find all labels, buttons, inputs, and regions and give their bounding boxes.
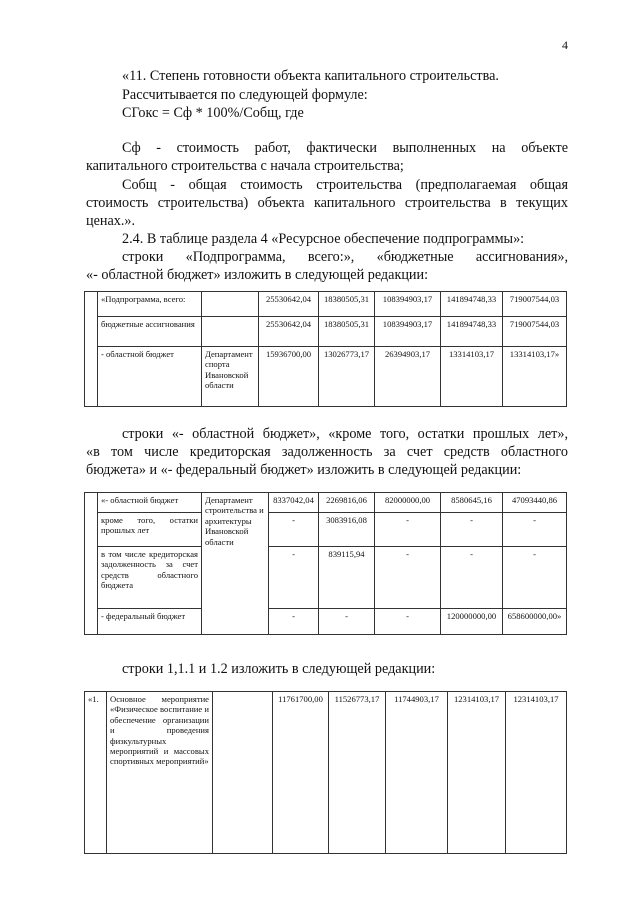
table1-row2-v2: 18380505,31 xyxy=(319,317,375,347)
table2-row3-v5: - xyxy=(503,547,567,609)
table1-row1-v3: 108394903,17 xyxy=(375,292,441,317)
table3-row-v2: 11526773,17 xyxy=(329,692,386,854)
intro2-line2: «в том числе кредиторская задолженность за счет средств областного xyxy=(86,444,568,460)
table-3 xyxy=(84,691,567,854)
table2-row2-v4: - xyxy=(441,513,503,547)
table1-row3-v2: 13026773,17 xyxy=(319,347,375,407)
table2-row1-v5: 47093440,86 xyxy=(503,493,567,513)
sobsh-definition-line3: ценах.». xyxy=(86,213,136,229)
table2-row1-v3: 82000000,00 xyxy=(375,493,441,513)
table2-row2-v3: - xyxy=(375,513,441,547)
table1-row1-executor xyxy=(202,292,259,317)
table1-row1-v2: 18380505,31 xyxy=(319,292,375,317)
sf-definition-line2: капитального строительства с начала строительства; xyxy=(86,158,404,174)
table1-row3-v4: 13314103,17 xyxy=(441,347,503,407)
table2-row2-name: кроме того, остатки прошлых лет xyxy=(98,513,202,547)
sf-definition-line1: Сф - стоимость работ, фактически выполненных на объекте xyxy=(122,140,568,156)
table3-row-number: «1. xyxy=(85,692,107,854)
section-11-heading: «11. Степень готовности объекта капитального строительства. xyxy=(122,68,499,84)
intro2-line3: бюджета» и «- федеральный бюджет» изложить в следующей редакции: xyxy=(86,462,522,478)
table3-row-v3: 11744903,17 xyxy=(386,692,448,854)
table1-left-margin-cell xyxy=(85,292,98,407)
table1-row3-v1: 15936700,00 xyxy=(259,347,319,407)
table2-executor: Департамент строительства и архитектуры Ивановской области xyxy=(202,493,269,635)
table2-row4-v1: - xyxy=(269,609,319,635)
table2-row3-v3: - xyxy=(375,547,441,609)
table2-row1-name: «- областной бюджет xyxy=(98,493,202,513)
table-row xyxy=(85,609,567,635)
table-row xyxy=(85,692,567,854)
sobsh-definition-line2: стоимость строительства) объекта капитального строительства в текущих xyxy=(86,195,568,211)
table2-row4-v2: - xyxy=(319,609,375,635)
table3-row-v4: 12314103,17 xyxy=(448,692,506,854)
table1-row2-v4: 141894748,33 xyxy=(441,317,503,347)
table3-row-v1: 11761700,00 xyxy=(273,692,329,854)
table1-row3-name: - областной бюджет xyxy=(98,347,202,407)
table2-row3-v4: - xyxy=(441,547,503,609)
table2-row1-v1: 8337042,04 xyxy=(269,493,319,513)
table2-row1-v2: 2269816,06 xyxy=(319,493,375,513)
table-1 xyxy=(84,291,567,407)
table2-row4-v3: - xyxy=(375,609,441,635)
table-row xyxy=(85,317,567,347)
table3-row-name: Основное мероприятие «Физическое воспитание и обеспечение организации и проведения физкультурных мероприятий и массовых спортивных мероприятий» xyxy=(107,692,213,854)
table1-row2-v1: 25530642,04 xyxy=(259,317,319,347)
sobsh-definition-line1: Собщ - общая стоимость строительства (предполагаемая общая xyxy=(122,177,568,193)
intro1-line2: «- областной бюджет» изложить в следующей редакции: xyxy=(86,267,429,283)
table2-row3-v1: - xyxy=(269,547,319,609)
table2-left-margin-cell xyxy=(85,493,98,635)
table1-row1-v4: 141894748,33 xyxy=(441,292,503,317)
table2-row2-v5: - xyxy=(503,513,567,547)
table1-row1-v5: 719007544,03 xyxy=(503,292,567,317)
table1-row3-v5: 13314103,17» xyxy=(503,347,567,407)
item-2-4: 2.4. В таблице раздела 4 «Ресурсное обеспечение подпрограммы»: xyxy=(122,231,525,247)
table2-row2-v2: 3083916,08 xyxy=(319,513,375,547)
intro2-line1: строки «- областной бюджет», «кроме того, остатки прошлых лет», xyxy=(122,426,568,442)
table2-row1-v4: 8580645,16 xyxy=(441,493,503,513)
formula: СГокс = Сф * 100%/Собщ, где xyxy=(122,105,304,121)
table3-row-v5: 12314103,17 xyxy=(506,692,567,854)
table1-row2-v3: 108394903,17 xyxy=(375,317,441,347)
table2-row4-v5: 658600000,00» xyxy=(503,609,567,635)
table2-row3-v2: 839115,94 xyxy=(319,547,375,609)
table2-row2-v1: - xyxy=(269,513,319,547)
table3-row-executor xyxy=(213,692,273,854)
table1-row2-v5: 719007544,03 xyxy=(503,317,567,347)
table2-row3-name: в том числе кредиторская задолженность за счет средств областного бюджета xyxy=(98,547,202,609)
table1-row3-executor: Департамент спорта Ивановской области xyxy=(202,347,259,407)
table1-row2-name: бюджетные ассигнования xyxy=(98,317,202,347)
table1-row1-v1: 25530642,04 xyxy=(259,292,319,317)
page-number: 4 xyxy=(562,38,568,52)
table1-row3-v3: 26394903,17 xyxy=(375,347,441,407)
table-row xyxy=(85,547,567,609)
calc-note: Рассчитывается по следующей формуле: xyxy=(122,87,368,103)
table1-row2-executor xyxy=(202,317,259,347)
table1-row1-name: «Подпрограмма, всего: xyxy=(98,292,202,317)
table2-row4-v4: 120000000,00 xyxy=(441,609,503,635)
intro3: строки 1,1.1 и 1.2 изложить в следующей редакции: xyxy=(122,661,436,677)
table-row xyxy=(85,347,567,407)
table-row xyxy=(85,292,567,317)
table-2 xyxy=(84,492,567,635)
table2-row4-name: - федеральный бюджет xyxy=(98,609,202,635)
table-row xyxy=(85,513,567,547)
intro1-line1: строки «Подпрограмма, всего:», «бюджетные ассигнования», xyxy=(122,249,568,265)
table-row xyxy=(85,493,567,513)
